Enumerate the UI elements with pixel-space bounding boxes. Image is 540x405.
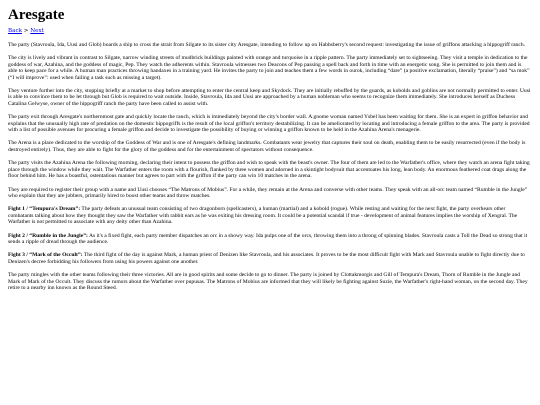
next-link[interactable]: Next xyxy=(30,28,44,34)
fight-1-title: Fight 1 / “Tempura's Dream”: xyxy=(8,206,81,213)
navigation xyxy=(8,27,532,35)
fight-3-text: The third fight of the day is against Mark, a human priest of Denizen like Stavroula, and his associates. It proves to be the most difficult fight with Mark and Stavroula unable to fight directly due to Denizen's decree forbidding his followers from using his powers against one another. xyxy=(8,252,525,265)
fight-2-title: Fight 2 / “Rumble in the Jungle”: xyxy=(8,232,88,239)
paragraph-warfather: The party visits the Azahina Arena the following morning, declaring their intent to possess the griffon and wish to speak with the beast's owner. The four of them are led to the Warfather's office, where they watch an arena fight taking place through the window while they wait. The Warfather enters the room with a flourish, flanked by three women and adorned in a skintight bodysuit that accentuates his long, lean body. An enormous feathered coat drags along the floor behind him. He has a boastful, ostentatious manner but agrees to part with the griffon if the party can win 10 matches in the arena. xyxy=(8,160,530,180)
paragraph-intro: The party (Stavroula, Ida, Uusi and Glob) boards a ship to cross the strait from Silgate to its sister city Aresgate, intending to follow up on Habbsberry's second request: investigating the issue of griffons attacking a hippogriff ranch. xyxy=(8,42,526,48)
paragraph-keep: They venture further into the city, stopping briefly at a market to shop before attempting to enter the central keep and Skydock. They are initially rebuffed by the guards, as kobolds and goblins are not normally permitted to enter. Uusi is able to convince them to be let through but Glob is required to wait outside. Inside, Stavroula, Ida and Uusi are approached by a human nobleman who seems to recognize them immediately. She introduces herself as Duchess Catalina Gelwyse, owner of the hippogriff ranch the party have been called to assist with. xyxy=(8,88,531,107)
fight-1-text: The party defeats an unusual team consisting of two dragonborn (spellcasters), a human (martial) and a kobold (rogue). While resting and waiting for the next fight, the party overhears other combatants talking about how they thought they saw the Warfather with rabbit ears as he was exiting his dressing room. It could be a potential scandal if true - development of animal features implies the worship of Xengral. The Warfather is not permitted to associate with any deity other than Azahina. xyxy=(8,206,518,226)
page-title: Aresgate xyxy=(8,7,65,23)
fight-2-paragraph xyxy=(8,233,532,246)
nav-separator: > xyxy=(21,28,31,34)
fight-1-paragraph xyxy=(8,206,532,225)
paragraph-ranch: The party exit through Aresgate's northernmost gate and quickly locate the ranch, which is immediately beyond the city's border wall. A gnome woman named Ysbel has been waiting for them. She is an expert in griffon behavior and explains that the unusually high rate of predation on the domestic hippogriffs is the result of the local griffon's territory destabilizing. It can be ameliorated by locating and introducing a female griffon to the area. The party is provided with a list of possible avenues for procuring a female griffon and decide to investigate the possibility of buying or winning a griffon known to be held in the Azahina Arena's menagerie. xyxy=(8,114,530,134)
back-link[interactable]: Back xyxy=(8,28,22,34)
fight-2-text: As it's a fixed fight, each party member dispatches an orc in a showy way. Ida pulps one of the orcs, throwing them into a throng of spinning blades. Stavroula casts a Toll the Dead so strong that it sends a ripple of dread through the audience. xyxy=(8,232,528,245)
fight-3-paragraph xyxy=(8,252,532,265)
paragraph-closing: The party mingles with the other teams following their three victories. All are in good spirits and some decide to go to dinner. The party is joined by Clottakmorgis and Gill of Tempura's Dream, Thorn of Rumble in the Jungle and Mark of Mark of the Occult. They discuss the rumors about the Warfather over pupusas. The Matrons of Mobius are informed that they will likely be fighting against Suzie, the Warfather's right-hand woman, on the second day. They retire to a nearby inn known as the Round Steed. xyxy=(8,272,528,291)
paragraph-registration: They are required to register their group with a name and Uusi chooses “The Matrons of Mobius”. For a while, they remain at the Arena and converse with other teams. They speak with an all-orc team named “Rumble in the Jungle” who explain that they are jobbers, primarily hired to boost other teams and throw matches. xyxy=(8,186,528,199)
fight-3-title: Fight 3 / “Mark of the Occult”: xyxy=(8,252,83,259)
paragraph-arena: The Arena is a place dedicated to the worship of the Goddess of War and is one of Aresgate's defining landmarks. Combatants wear jewelry that captures their soul on death, enabling them to be easily resurrected (even if the body is destroyed entirely). Thus, they are able to fight for the glory of the goddess and for the entertainment of spectators without consequence. xyxy=(8,140,526,153)
paragraph-city: The city is lively and vibrant in contrast to Silgate, narrow winding streets of mudbrick buildings painted with orange and turquoise in a ripple pattern. The party immediately set to sightseeing. They visit a temple in dedication to the goddess of war, Azahina, and the goddess of magic, Pep. They watch the adherents within. Stavroula witnesses two Deacons of Pep passing a spell back and forth in time with an energetic song. She is permitted to join them and is able to keep pace for a while. A human man practices throwing handaxes in a training yard. He invites the party to join and teaches them a few words in ourok, including “dare” (a positive exclamation, literally “praise”) and “sa mok” (“I will improve”: used when failing a task such as missing a target). xyxy=(8,55,530,81)
